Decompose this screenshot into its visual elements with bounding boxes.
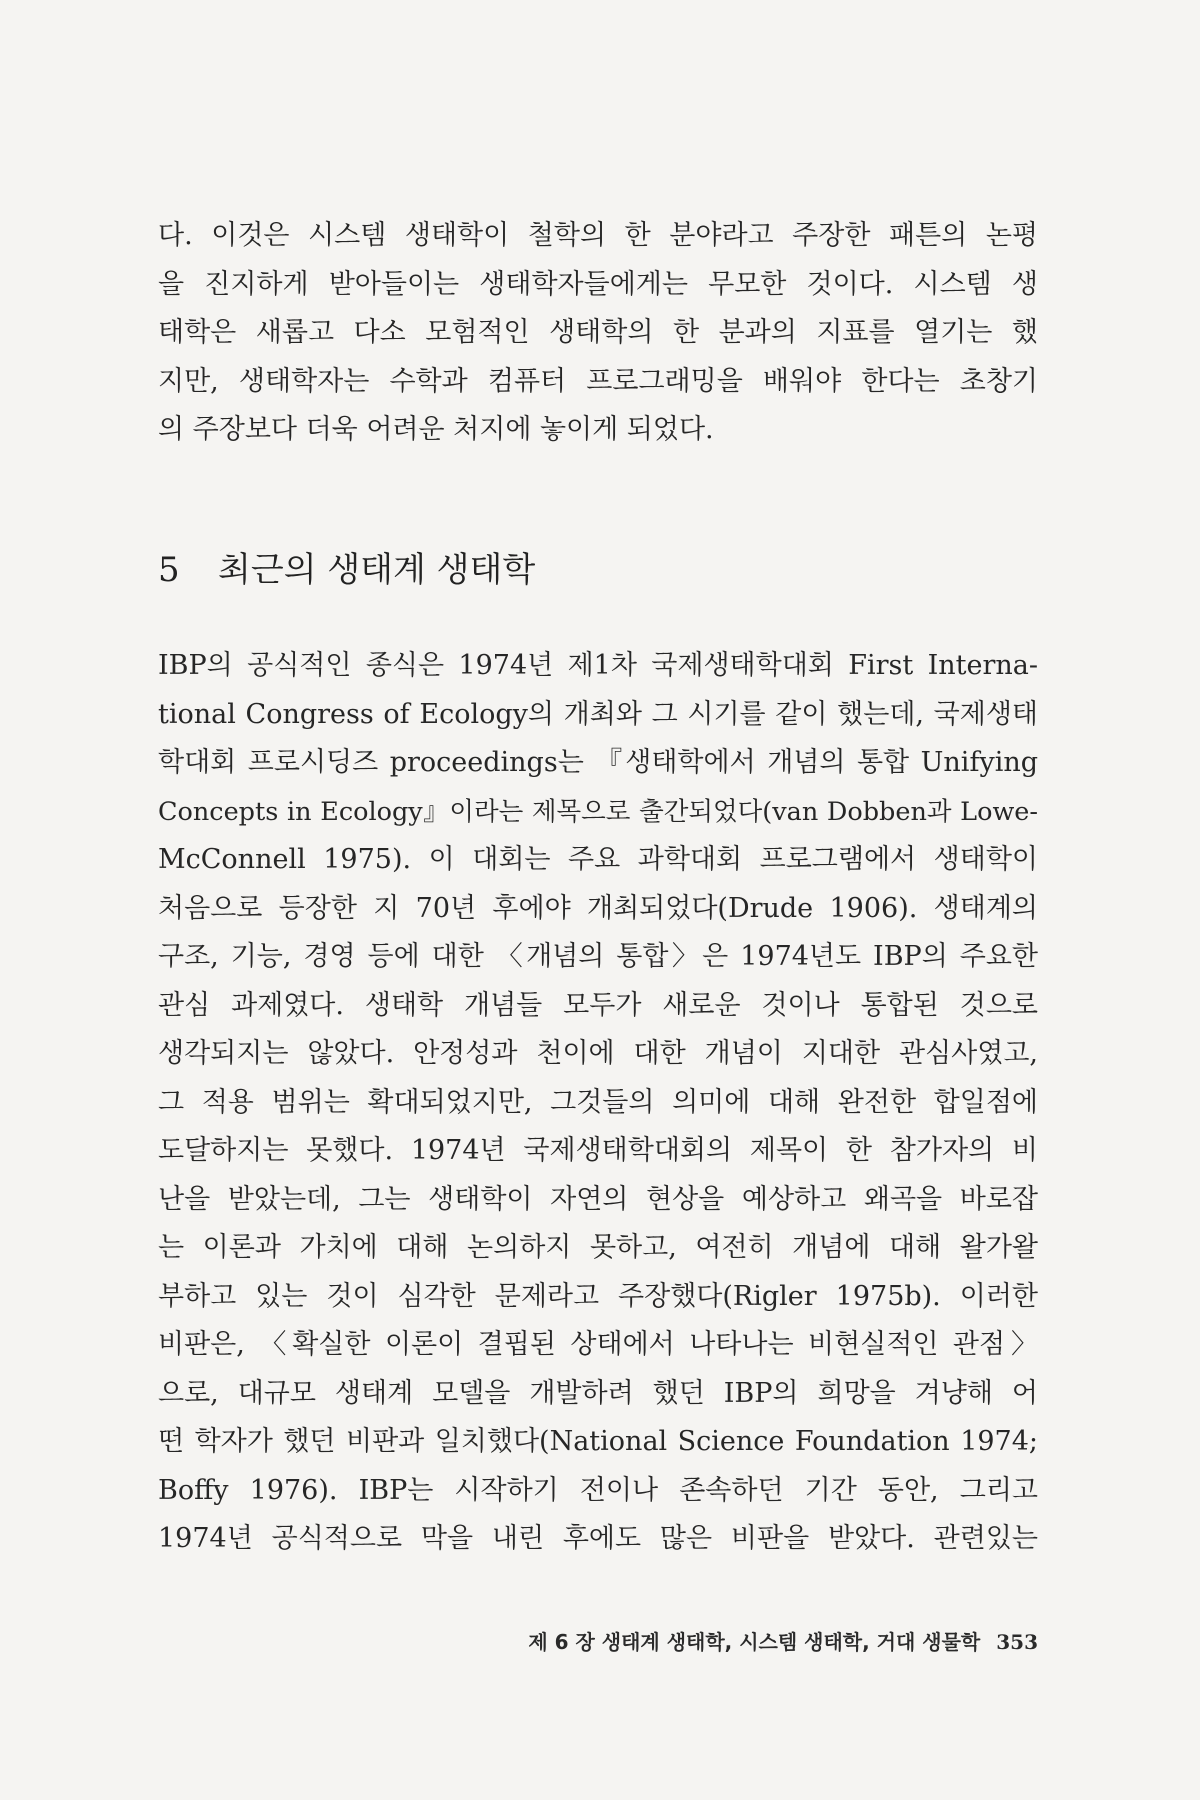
page-number: 353 <box>996 1630 1038 1654</box>
text-line: 구조, 기능, 경영 등에 대한 〈개념의 통합〉은 1974년도 IBP의 주요한 <box>158 941 1038 972</box>
text-line: 1974년 공식적으로 막을 내린 후에도 많은 비판을 받았다. 관련있는 <box>158 1523 1038 1554</box>
text-line: Concepts in Ecology』이라는 제목으로 출간되었다(van Dobben과 Lowe- <box>158 796 1038 827</box>
text-line: 그 적용 범위는 확대되었지만, 그것들의 의미에 대해 완전한 합일점에 <box>158 1086 1038 1118</box>
text-line: 난을 받았는데, 그는 생태학이 자연의 현상을 예상하고 왜곡을 바로잡 <box>158 1183 1038 1215</box>
text-line: 는 이론과 가치에 대해 논의하지 못하고, 여전히 개념에 대해 왈가왈 <box>158 1232 1038 1263</box>
text-line: 으로, 대규모 생태계 모델을 개발하려 했던 IBP의 희망을 겨냥해 어 <box>158 1377 1038 1409</box>
text-line: 의 주장보다 더욱 어려운 처지에 놓이게 되었다. <box>158 414 714 445</box>
section-heading <box>158 548 535 592</box>
body-paragraph <box>158 642 1038 1564</box>
section-number: 5 <box>158 550 180 590</box>
text-line: tional Congress of Ecology의 개최와 그 시기를 같이 했는데, 국제생태 <box>158 698 1038 730</box>
text-line: 다. 이것은 시스템 생태학이 철학의 한 분야라고 주장한 패튼의 논평 <box>158 220 1038 251</box>
text-line: 태학은 새롭고 다소 모험적인 생태학의 한 분과의 지표를 열기는 했 <box>158 317 1038 348</box>
text-line: Boffy 1976). IBP는 시작하기 전이나 존속하던 기간 동안, 그리고 <box>158 1474 1038 1506</box>
running-title: 제 6 장 생태계 생태학, 시스템 생태학, 거대 생물학 <box>528 1630 981 1654</box>
text-line: 도달하지는 못했다. 1974년 국제생태학대회의 제목이 한 참가자의 비 <box>158 1135 1038 1166</box>
text-line: 비판은, 〈확실한 이론이 결핍된 상태에서 나타나는 비현실적인 관점〉 <box>158 1329 1038 1360</box>
text-line: IBP의 공식적인 종식은 1974년 제1차 국제생태학대회 First Interna- <box>158 650 1038 681</box>
text-line: 관심 과제였다. 생태학 개념들 모두가 새로운 것이나 통합된 것으로 <box>158 989 1038 1021</box>
section-title: 최근의 생태계 생태학 <box>218 550 536 590</box>
page-footer <box>528 1626 1038 1655</box>
text-line: 생각되지는 않았다. 안정성과 천이에 대한 개념이 지대한 관심사였고, <box>158 1038 1038 1069</box>
text-line: 지만, 생태학자는 수학과 컴퓨터 프로그래밍을 배워야 한다는 초창기 <box>158 365 1038 397</box>
text-line: McConnell 1975). 이 대회는 주요 과학대회 프로그램에서 생태학이 <box>158 844 1038 875</box>
text-line: 학대회 프로시딩즈 proceedings는 『생태학에서 개념의 통합 Unifying <box>158 747 1038 778</box>
text-line: 떤 학자가 했던 비판과 일치했다(National Science Foundation 1974; <box>158 1426 1038 1457</box>
text-line: 을 진지하게 받아들이는 생태학자들에게는 무모한 것이다. 시스템 생 <box>158 268 1038 300</box>
text-line: 처음으로 등장한 지 70년 후에야 개최되었다(Drude 1906). 생태계의 <box>158 892 1038 924</box>
intro-paragraph <box>158 212 1038 455</box>
text-line: 부하고 있는 것이 심각한 문제라고 주장했다(Rigler 1975b). 이러한 <box>158 1280 1038 1312</box>
